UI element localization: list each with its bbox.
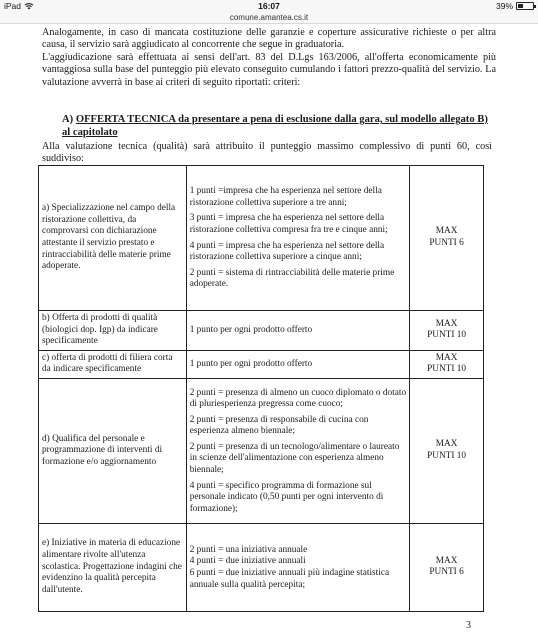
criteria-table	[38, 165, 484, 612]
criterion-max	[410, 523, 484, 611]
points-item: 2 punti = una iniziativa annuale 4 punti = due iniziative annuali 6 punti = due iniziative annuali più indagine statistica annuale sulla qualità percepita;	[189, 544, 390, 590]
criterion-max	[410, 350, 484, 378]
table-row	[39, 311, 484, 351]
status-right	[496, 1, 534, 11]
table-row	[39, 523, 484, 611]
criterion-label: d) Qualifica del personale e programmazione di interventi di formazione e/o aggiornamento	[39, 378, 187, 523]
battery-fill	[518, 4, 523, 8]
criterion-points	[186, 350, 409, 378]
battery-percent: 39%	[495, 1, 513, 11]
section-intro: Alla valutazione tecnica (qualità) sarà attribuito il punteggio massimo complessivo di punti 60, così suddiviso:	[42, 141, 492, 165]
criterion-max	[410, 378, 484, 523]
intro-paragraph-2: L'aggiudicazione sarà effettuata ai sensi dell'art. 83 del D.Lgs 163/2006, all'offerta economicamente più vantaggiosa sulla base del punteggio più elevato conseguito cumulando i fattori prezzo-qualità del servizio. La valutazione avverrà in base ai criteri di seguito riportati: criteri:	[42, 52, 496, 88]
criterion-max	[410, 166, 484, 311]
criterion-label: a) Specializzazione nel campo della ristorazione collettiva, da comprovarsi con dichiarazione attestante il servizio prestato e rintracciabilità delle materie prime adoperate.	[39, 166, 187, 311]
section-heading	[62, 114, 492, 139]
points-item: 2 punti = presenza di un tecnologo/alimentare o laureato in scienze dell'alimentazione con esperienza almeno biennale;	[189, 441, 400, 476]
max-label: MAX	[435, 439, 458, 450]
criterion-max	[410, 311, 484, 351]
points-item: 2 punti = presenza di responsabile di cucina con esperienza almeno biennale;	[189, 414, 369, 437]
criterion-points	[186, 311, 409, 351]
max-label: MAX	[435, 226, 458, 237]
criterion-label: e) Iniziative in materia di educazione alimentare rivolte all'utenza scolastica. Progettazione indagini che evidenzino la qualità percepita dall'utente.	[39, 523, 187, 611]
max-points: PUNTI 6	[429, 238, 464, 248]
points-item: 2 punti = sistema di rintracciabilità delle materie prime adoperate.	[189, 267, 395, 290]
table-row	[39, 350, 484, 378]
criterion-points	[186, 166, 409, 311]
max-points: PUNTI 10	[427, 330, 467, 341]
points-item: 1 punto per ogni prodotto offerto	[189, 359, 313, 370]
max-points: PUNTI 10	[427, 364, 467, 375]
points-item: 1 punti =impresa che ha esperienza nel settore della ristorazione collettiva superiore a tre anni;	[189, 186, 382, 208]
max-label: MAX	[435, 352, 458, 363]
max-points: PUNTI 6	[429, 567, 464, 578]
address-bar[interactable]: comune.amantea.cs.it	[0, 12, 538, 24]
clock: 16:07	[258, 1, 280, 11]
criterion-label: c) offerta di prodotti di filiera corta da indicare specificamente	[39, 350, 187, 378]
points-item: 2 punti = presenza di almeno un cuoco diplomato o dotato di pluriesperienza pregressa come cuoco;	[189, 387, 407, 410]
table-row	[39, 166, 484, 311]
criterion-label: b) Offerta di prodotti di qualità (biologici dop. Igp) da indicare specificamente	[39, 311, 187, 351]
device-name: iPad	[4, 1, 22, 11]
criterion-points	[186, 523, 409, 611]
max-label: MAX	[435, 318, 458, 329]
battery-icon	[516, 2, 534, 10]
criterion-points	[186, 378, 409, 523]
points-item: 3 punti = impresa che ha esperienza nel settore della ristorazione collettiva compresa fra tre e cinque anni;	[189, 213, 388, 235]
max-label: MAX	[435, 555, 458, 566]
page-number: 3	[466, 620, 471, 631]
document-page	[0, 24, 538, 634]
points-item: 4 punti = specifico programma di formazione sul personale indicato (0,50 punti per ogni intervento di formazione);	[189, 480, 384, 514]
points-item: 4 punti = impresa che ha esperienza nel settore della ristorazione collettiva superiore a cinque anni;	[189, 240, 385, 263]
section-marker: A)	[62, 114, 74, 125]
table-row	[39, 378, 484, 523]
section-title: OFFERTA TECNICA da presentare a pena di esclusione dalla gara, sul modello allegato B) al capitolato	[62, 114, 488, 138]
points-item: 1 punto per ogni prodotto offerto	[189, 325, 313, 336]
intro-paragraph-1: Analogamente, in caso di mancata costituzione delle garanzie e coperture assicurative richieste o per altra causa, il servizio sarà aggiudicato al concorrente che segue in graduatoria.	[42, 27, 496, 51]
max-points: PUNTI 10	[427, 450, 467, 461]
status-bar	[0, 0, 538, 12]
